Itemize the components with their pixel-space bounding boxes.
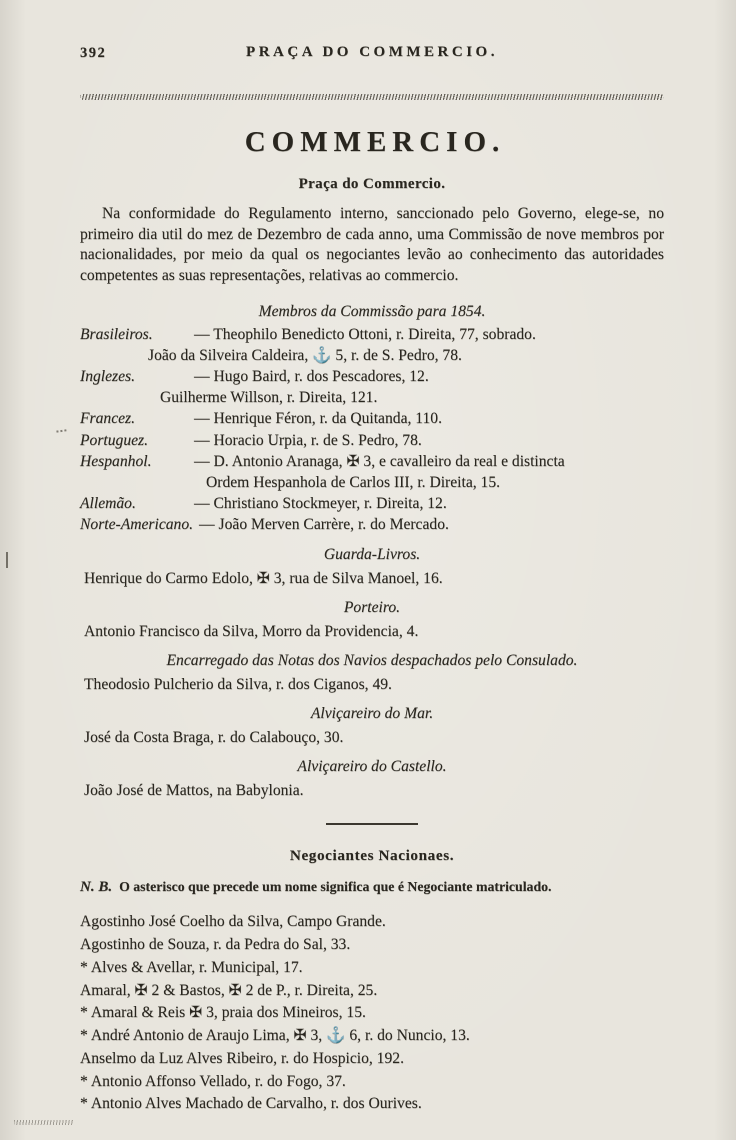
running-header: PRAÇA DO COMMERCIO.: [246, 44, 498, 60]
directory-entry: Agostinho de Souza, r. da Pedra do Sal, 33.: [80, 936, 351, 954]
scan-artifact: [10, 28, 18, 36]
nationality-label: Portuguez.: [80, 431, 149, 449]
directory-entry: Amaral, ✠ 2 & Bastos, ✠ 2 de P., r. Direita, 25.: [80, 981, 378, 999]
negociantes-heading: Negociantes Nacionaes.: [289, 846, 455, 864]
officer-section: [80, 758, 664, 801]
intro-paragraph: Na conformidade do Regulamento interno, sanccionado pelo Governo, elege-se, no primeiro dia util do mez de Dezembro de cada anno, uma Commissão de nove membros por nacionalidades, por meio da qual os negociantes levão ao conhecimento das autoridades competentes as suas representações, relativas ao commercio.: [80, 205, 664, 285]
section-subtitle: Praça do Commercio.: [298, 176, 446, 192]
officer-entry: José da Costa Braga, r. do Calabouço, 30.: [84, 728, 344, 746]
commission-row: [80, 472, 664, 493]
scan-artifact: [6, 552, 8, 568]
section-divider: [326, 823, 418, 825]
nota-bene-text: O asterisco que precede um nome significa que é Negociante matriculado.: [119, 878, 552, 894]
nationality-label: Inglezes.: [80, 367, 135, 385]
officer-heading: Alviçareiro do Mar.: [310, 704, 434, 722]
member-text: — Christiano Stockmeyer, r. Direita, 12.: [194, 495, 447, 513]
officer-entry: Henrique do Carmo Edolo, ✠ 3, rua de Silva Manoel, 16.: [84, 569, 443, 587]
member-text: — D. Antonio Aranaga, ✠ 3, e cavalleiro da real e distincta: [194, 452, 565, 470]
directory-entry: Agostinho José Coelho da Silva, Campo Grande.: [80, 913, 386, 931]
member-text: Ordem Hespanhola de Carlos III, r. Direita, 15.: [206, 473, 501, 491]
commission-row: [80, 345, 664, 366]
member-text: Guilherme Willson, r. Direita, 121.: [160, 389, 378, 407]
member-text: — Horacio Urpia, r. de S. Pedro, 78.: [194, 431, 422, 449]
decorative-rule: [80, 94, 664, 100]
section-title: COMMERCIO.: [244, 126, 506, 158]
member-text: — João Merven Carrère, r. do Mercado.: [199, 516, 449, 534]
directory-entry: * Alves & Avellar, r. Municipal, 17.: [80, 958, 303, 976]
directory-entry: Anselmo da Luz Alves Ribeiro, r. do Hospicio, 192.: [80, 1049, 404, 1067]
officer-section: [80, 599, 664, 642]
member-text: — Hugo Baird, r. dos Pescadores, 12.: [194, 367, 429, 385]
scan-artifact: [14, 1120, 74, 1125]
officer-heading: Guarda-Livros.: [323, 545, 421, 563]
commission-row: [80, 430, 664, 451]
nationality-label: Francez.: [80, 410, 135, 428]
nationality-label: Hespanhol.: [80, 452, 152, 470]
nota-bene-label: N. B.: [80, 878, 113, 895]
officer-entry: Theodosio Pulcherio da Silva, r. dos Ciganos, 49.: [84, 675, 392, 693]
commission-row: [80, 451, 664, 472]
commission-row: [80, 408, 664, 429]
nationality-label: Norte-Americano.: [80, 516, 194, 534]
scan-artifact: [55, 423, 66, 432]
directory-entry: * Amaral & Reis ✠ 3, praia dos Mineiros, 15.: [80, 1004, 366, 1022]
officer-entry: João José de Mattos, na Babylonia.: [84, 781, 304, 799]
officer-heading: Alviçareiro do Castello.: [297, 757, 447, 775]
page-number: 392: [80, 45, 107, 61]
negociantes-list: [80, 911, 664, 1116]
directory-entry: * André Antonio de Araujo Lima, ✠ 3, ⚓ 6, r. do Nuncio, 13.: [80, 1027, 470, 1045]
commission-row: [80, 324, 664, 345]
commission-list: [80, 324, 664, 536]
commission-row: [80, 387, 664, 408]
officer-heading: Encarregado das Notas dos Navios despachados pelo Consulado.: [166, 651, 578, 669]
commission-row: [80, 366, 664, 387]
officer-heading: Porteiro.: [343, 598, 401, 616]
officer-entry: Antonio Francisco da Silva, Morro da Providencia, 4.: [84, 622, 419, 640]
directory-entry: * Antonio Affonso Vellado, r. do Fogo, 37.: [80, 1072, 346, 1090]
commission-heading: Membros da Commissão para 1854.: [258, 302, 486, 320]
commission-row: [80, 493, 664, 514]
nationality-label: Allemão.: [80, 495, 136, 513]
page-header: [80, 44, 664, 66]
member-text: — Theophilo Benedicto Ottoni, r. Direita, 77, sobrado.: [194, 325, 536, 343]
officer-section: [80, 652, 664, 695]
member-text: João da Silveira Caldeira, ⚓ 5, r. de S. Pedro, 78.: [148, 346, 462, 364]
directory-entry: * Antonio Alves Machado de Carvalho, r. dos Ourives.: [80, 1095, 422, 1113]
officer-section: [80, 705, 664, 748]
commission-row: [80, 514, 664, 535]
nationality-label: Brasileiros.: [80, 325, 153, 343]
nota-bene: [80, 878, 664, 898]
member-text: — Henrique Féron, r. da Quitanda, 110.: [194, 410, 442, 428]
officer-section: [80, 546, 664, 589]
